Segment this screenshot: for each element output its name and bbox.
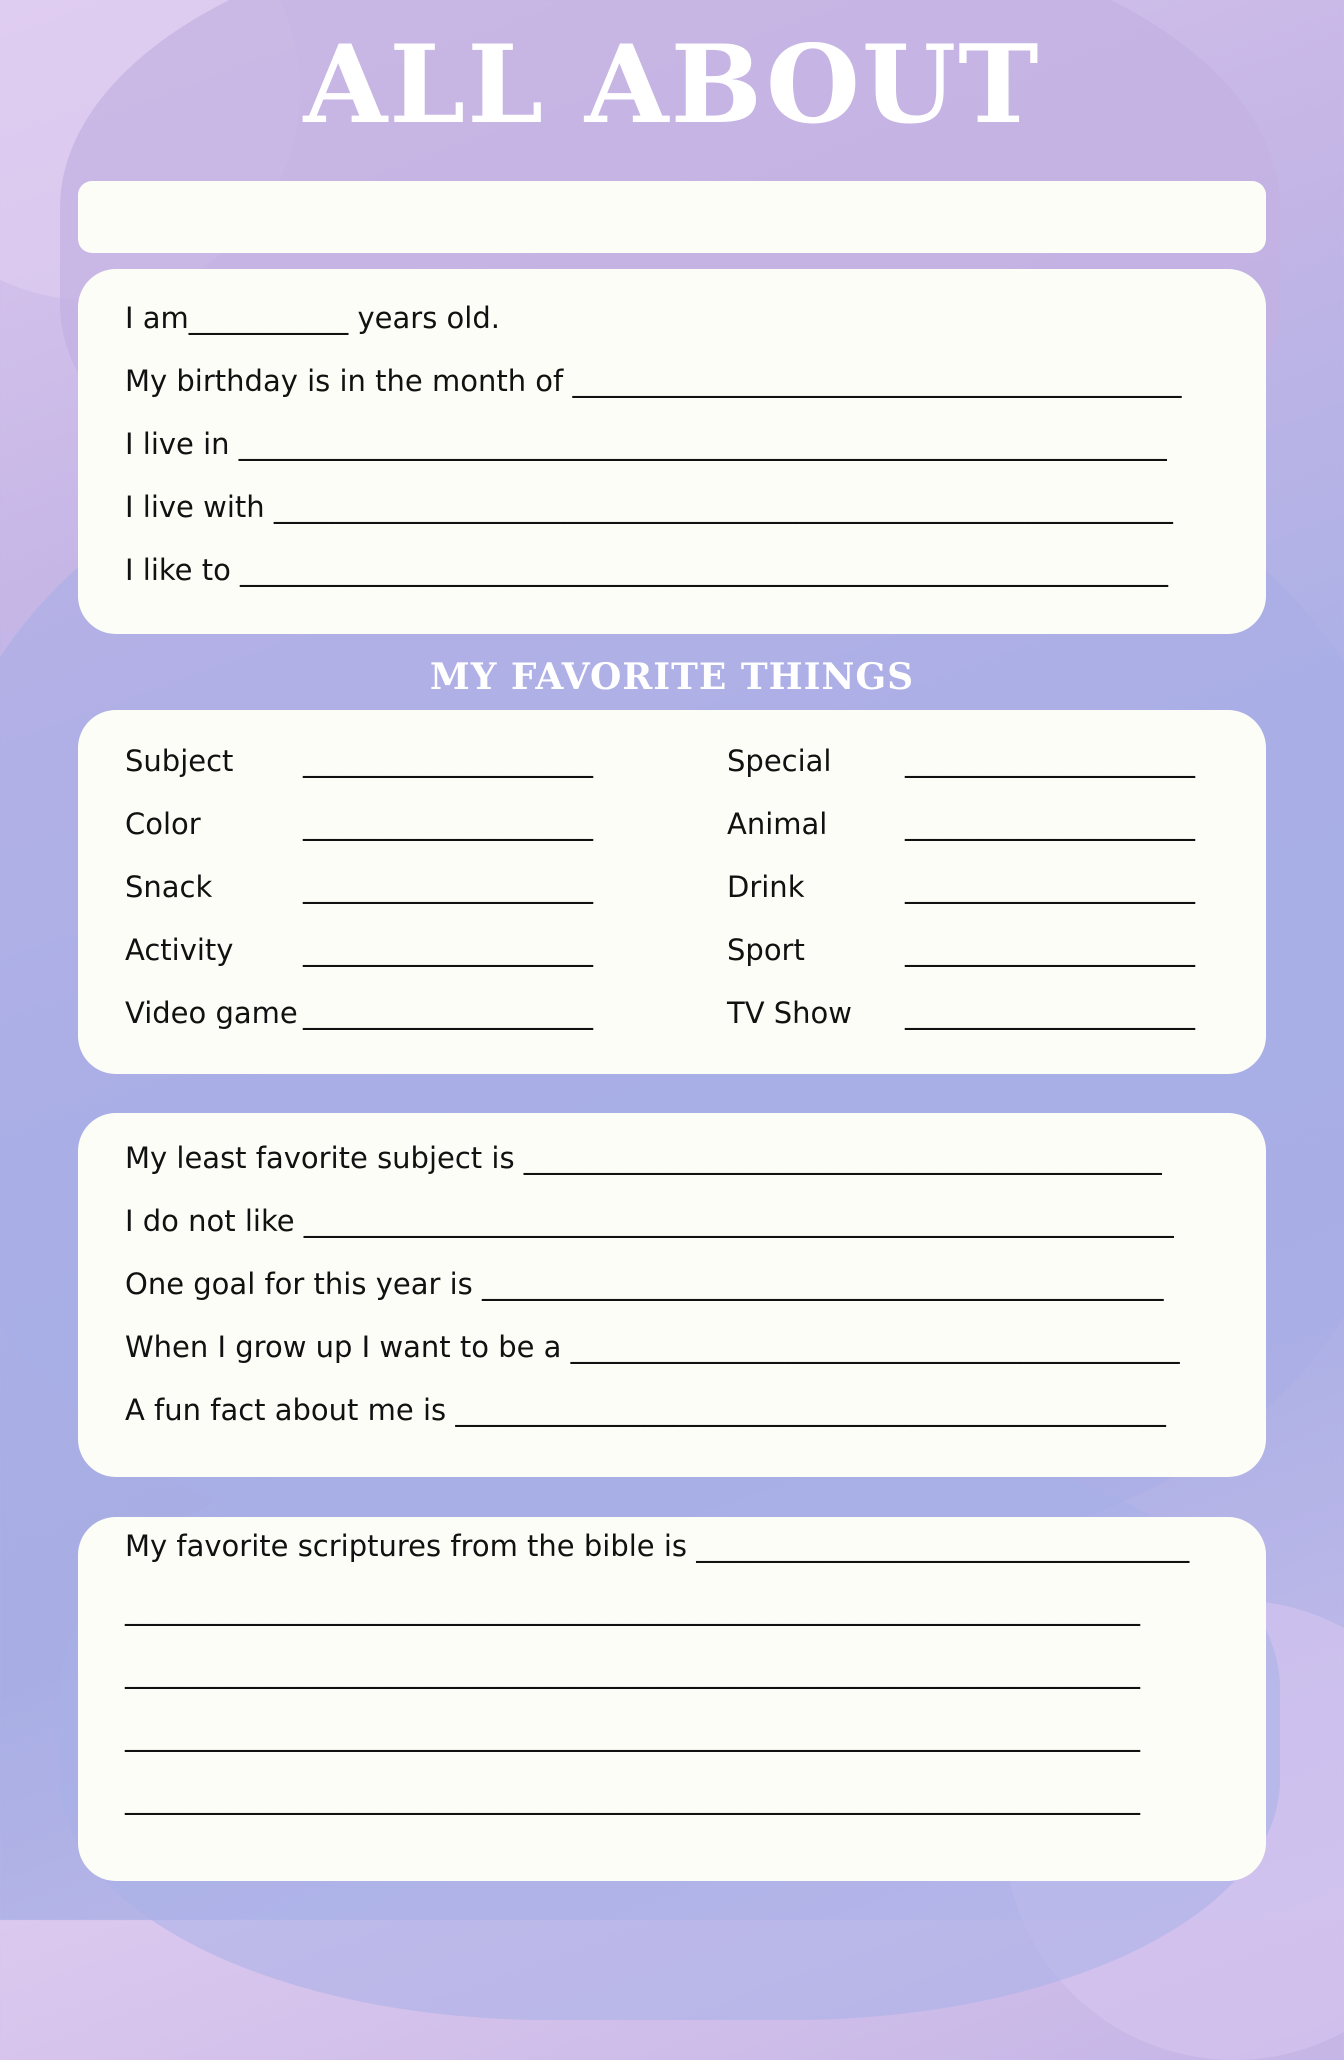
more-line-least-favorite: My least favorite subject is ____________________________________________	[125, 1141, 1162, 1175]
favorite-blank[interactable]: ____________________	[905, 933, 1195, 967]
about-line-age: I am___________ years old.	[125, 301, 500, 335]
scripture-blank-line: ______________________________________________________________________	[125, 1655, 1140, 1689]
more-line-do-not-like: I do not like ____________________________________________________________	[125, 1204, 1174, 1238]
favorite-blank[interactable]: ____________________	[905, 807, 1195, 841]
favorite-label: Activity	[125, 933, 234, 967]
favorite-blank[interactable]: ____________________	[905, 996, 1195, 1030]
scripture-blank-line: ______________________________________________________________________	[125, 1718, 1140, 1752]
favorite-label: Special	[727, 744, 832, 778]
more-line-grow-up: When I grow up I want to be a __________________________________________	[125, 1330, 1180, 1364]
about-line-live-in: I live in ________________________________________________________________	[125, 427, 1167, 461]
scripture-card	[78, 1517, 1266, 1881]
favorite-label: Color	[125, 807, 201, 841]
favorite-blank[interactable]: ____________________	[303, 933, 593, 967]
page-title: ALL ABOUT	[303, 22, 1041, 148]
favorites-card	[78, 710, 1266, 1074]
favorite-label: Subject	[125, 744, 234, 778]
about-line-like-to: I like to ________________________________________________________________	[125, 553, 1169, 587]
favorite-label: Video game	[125, 996, 298, 1030]
favorite-label: TV Show	[727, 996, 853, 1030]
favorite-blank[interactable]: ____________________	[303, 807, 593, 841]
more-line-fun-fact: A fun fact about me is _________________________________________________	[125, 1393, 1166, 1427]
about-line-birthday: My birthday is in the month of __________________________________________	[125, 364, 1182, 398]
favorite-blank[interactable]: ____________________	[303, 996, 593, 1030]
scripture-blank-line: ______________________________________________________________________	[125, 1592, 1140, 1626]
favorite-label: Drink	[727, 870, 805, 904]
about-card	[78, 269, 1266, 634]
more-line-goal: One goal for this year is _______________________________________________	[125, 1267, 1164, 1301]
favorite-blank[interactable]: ____________________	[905, 744, 1195, 778]
favorite-label: Animal	[727, 807, 828, 841]
scripture-line: My favorite scriptures from the bible is __________________________________	[125, 1529, 1190, 1563]
more-about-card	[78, 1113, 1266, 1477]
favorite-blank[interactable]: ____________________	[303, 870, 593, 904]
scripture-blank-line: ______________________________________________________________________	[125, 1781, 1140, 1815]
favorite-label: Sport	[727, 933, 805, 967]
favorite-blank[interactable]: ____________________	[905, 870, 1195, 904]
about-line-live-with: I live with ______________________________________________________________	[125, 490, 1173, 524]
favorite-blank[interactable]: ____________________	[303, 744, 593, 778]
name-field[interactable]	[78, 181, 1266, 253]
favorite-label: Snack	[125, 870, 213, 904]
favorites-heading: MY FAVORITE THINGS	[429, 656, 915, 698]
